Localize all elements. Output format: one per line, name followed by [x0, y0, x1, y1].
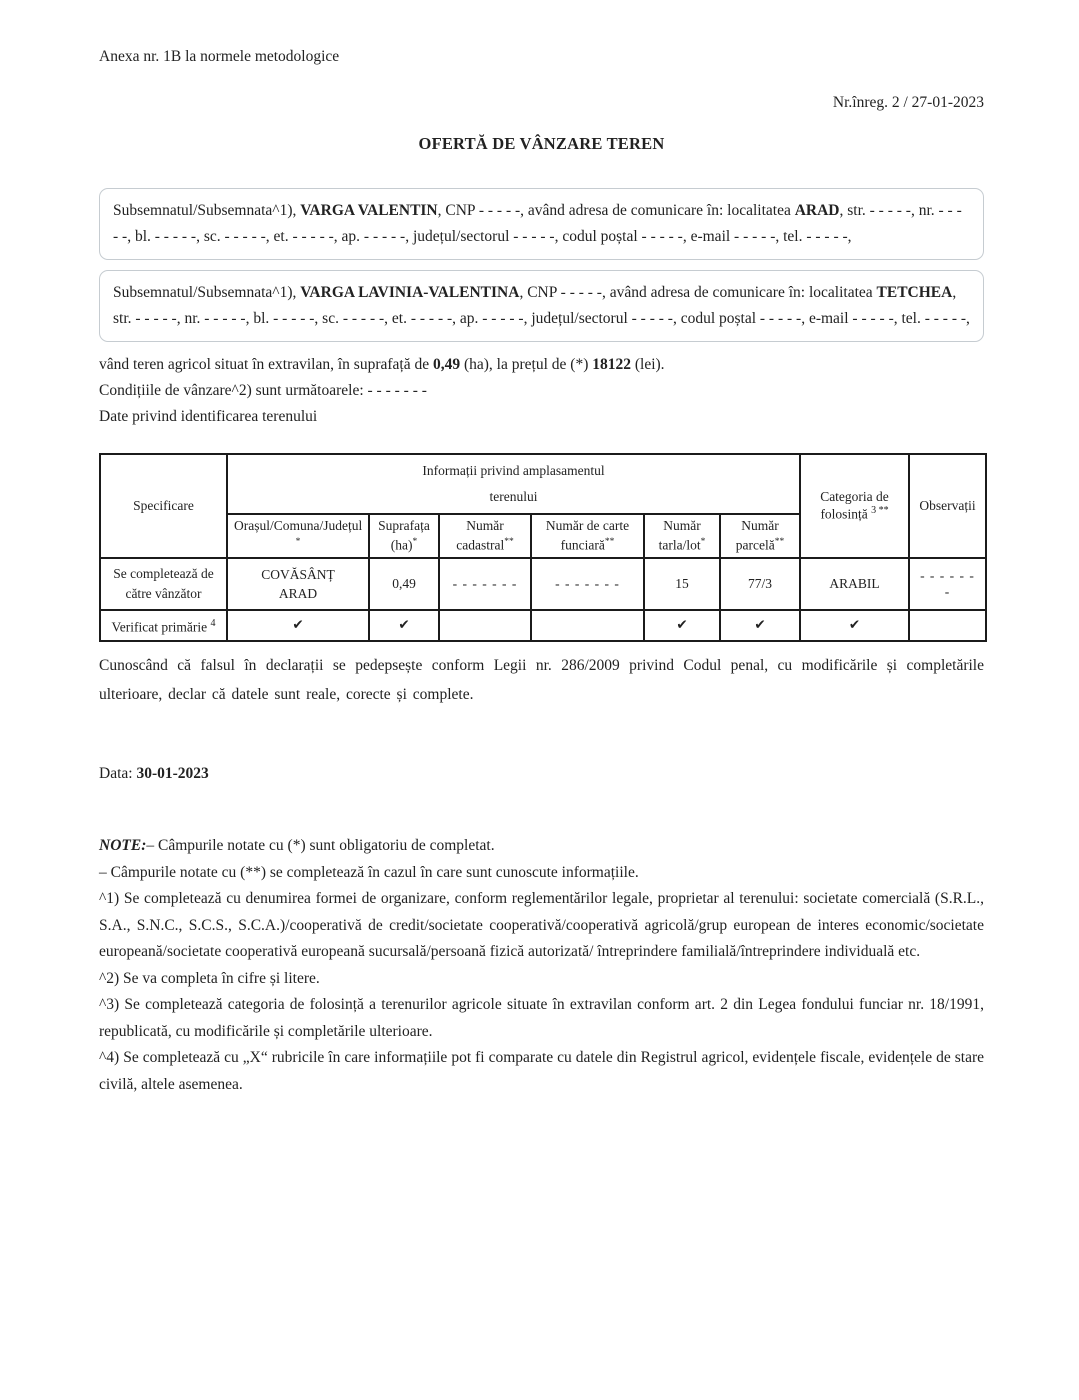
categoria-line1: Categoria de — [820, 489, 889, 504]
table-row-verified — [100, 610, 986, 642]
seller1-prefix: Subsemnatul/Subsemnata^1), — [113, 202, 301, 219]
cell-tarla: 15 — [644, 558, 720, 610]
land-identification-table — [99, 453, 987, 642]
col-header-specificare: Specificare — [100, 454, 227, 558]
checkmark-icon — [909, 610, 986, 642]
categoria-superscript: 3 ** — [871, 505, 889, 516]
seller1-city: ARAD — [794, 202, 840, 219]
page-title: OFERTĂ DE VÂNZARE TEREN — [418, 134, 665, 153]
anexa-note: Anexa nr. 1B la normele metodologice — [99, 48, 340, 65]
cell-observatii: - - - - - - - — [909, 558, 986, 610]
checkmark-icon — [439, 610, 531, 642]
seller2-box — [99, 270, 984, 342]
footnote-4: ^4) Se completează cu „X“ rubricile în care informațiile pot fi comparate cu datele din Registrul agricol, evidențele fiscale, evidențele de stare civilă, altele asemenea. — [99, 1049, 984, 1093]
seller1-box — [99, 188, 984, 260]
seller2-mid: , CNP - - - - -, având adresa de comunicare în: localitatea — [519, 284, 877, 301]
sale-conditions-line: Condițiile de vânzare^2) sunt următoarele: - - - - - - - — [99, 382, 427, 399]
seller2-city: TETCHEA — [876, 284, 953, 301]
seller-row-label: Se completează de către vânzător — [100, 558, 227, 610]
declaration-paragraph: Cunoscând că falsul în declarații se pedepsește conform Legii nr. 286/2009 privind Codul penal, cu modificările și completările ulterioare, declar că datele sunt reale, corecte și complete. — [99, 657, 984, 703]
seller2-rest: , str. - - - - -, nr. - - - - -, bl. - - - - -, sc. - - - - -, et. - - - - -, ap. - - - - -, județul/sectorul - - - - -, codul poștal - - - - -, e-mail - - - - -, tel. - - - - -, — [113, 284, 970, 327]
table-row-seller — [100, 558, 986, 610]
col-header-amplasament — [227, 454, 800, 514]
verified-superscript: 4 — [210, 617, 216, 629]
note-line-1-text: – Câmpurile notate cu (*) sunt obligatoriu de completat. — [146, 837, 495, 854]
date-line — [99, 761, 984, 787]
verified-row-label: Verificat primărie $^4$ — [100, 610, 227, 642]
seller1-rest: , str. - - - - -, nr. - - - - -, bl. - - - - -, sc. - - - - -, et. - - - - -, ap. - - - - -, județul/sectorul - - - - -, codul poștal - - - - -, e-mail - - - - -, tel. - - - - -, — [113, 202, 962, 245]
date-value: 30-01-2023 — [136, 765, 209, 782]
note-title: NOTE: — [99, 837, 147, 854]
sale-statement — [99, 352, 984, 378]
seller1-mid: , CNP - - - - -, având adresa de comunicare în: localitatea — [437, 202, 795, 219]
cell-carte-funciara: - - - - - - - — [531, 558, 644, 610]
cell-categoria: ARABIL — [800, 558, 909, 610]
seller2-name: VARGA LAVINIA-VALENTINA — [300, 284, 520, 301]
col-header-observatii: Observații — [909, 454, 986, 558]
checkmark-icon: ✔ — [800, 610, 909, 642]
cell-suprafata: 0,49 — [369, 558, 439, 610]
sale-area-value: 0,49 — [432, 356, 461, 373]
checkmark-icon — [531, 610, 644, 642]
col-header-parcela: Număr parcelă** — [720, 514, 800, 558]
footnote-2: ^2) Se va completa în cifre și litere. — [99, 969, 320, 987]
cell-parcela: 77/3 — [720, 558, 800, 610]
cell-cadastral: - - - - - - - — [439, 558, 531, 610]
col-header-tarla: Număr tarla/lot* — [644, 514, 720, 558]
sale-price-value: 18122 — [592, 356, 631, 373]
checkmark-icon: ✔ — [369, 610, 439, 642]
land-id-line: Date privind identificarea terenului — [99, 408, 318, 425]
amplasament-line1: Informații privind amplasamentul — [422, 463, 605, 478]
sale-text-3: (lei). — [630, 356, 665, 373]
sale-text-1: vând teren agricol situat în extravilan, în suprafață de — [99, 356, 433, 373]
col-header-oras: Orașul/Comuna/Județul * — [227, 514, 369, 558]
col-header-cadastral: Număr cadastral** — [439, 514, 531, 558]
checkmark-icon: ✔ — [644, 610, 720, 642]
cell-oras: COVĂSÂNȚ ARAD — [227, 558, 369, 610]
col-header-carte-funciara: Număr de carte funciară** — [531, 514, 644, 558]
col-header-suprafata: Suprafața (ha)* — [369, 514, 439, 558]
footnote-1: ^1) Se completează cu denumirea formei de organizare, conform reglementărilor legale, proprietar al terenului: societate comercială (S.R.L., S.A., S.N.C., S.C.S., S.C.A.)/cooperativă de credit/societate cooperativă/cooperativă agricolă/grup european de interes economic/societate europeană/societate cooperativă europeană sucursală/persoană fizică autorizată/ întreprindere familială/întreprindere individuală etc. — [99, 890, 984, 960]
amplasament-line2: terenului — [489, 489, 538, 504]
seller2-prefix: Subsemnatul/Subsemnata^1), — [113, 284, 301, 301]
note-line-2: – Câmpurile notate cu (**) se completează în cazul în care sunt cunoscute informațiile. — [99, 863, 639, 881]
notes-section — [99, 833, 984, 1098]
date-label: Data: — [99, 765, 137, 782]
sale-text-2: (ha), la prețul de (*) — [460, 356, 593, 373]
registration-number: Nr.înreg. 2 / 27-01-2023 — [832, 94, 984, 111]
categoria-line2: folosință — [820, 506, 868, 522]
seller1-name: VARGA VALENTIN — [300, 202, 438, 219]
col-header-categoria — [800, 454, 909, 558]
footnote-3: ^3) Se completează categoria de folosință a terenurilor agricole situate în extravilan conform art. 2 din Legea fondului funciar nr. 18/1991, republicată, cu modificările și completările ulterioare. — [99, 996, 984, 1040]
checkmark-icon: ✔ — [720, 610, 800, 642]
note-line-1 — [99, 833, 984, 860]
checkmark-icon: ✔ — [227, 610, 369, 642]
